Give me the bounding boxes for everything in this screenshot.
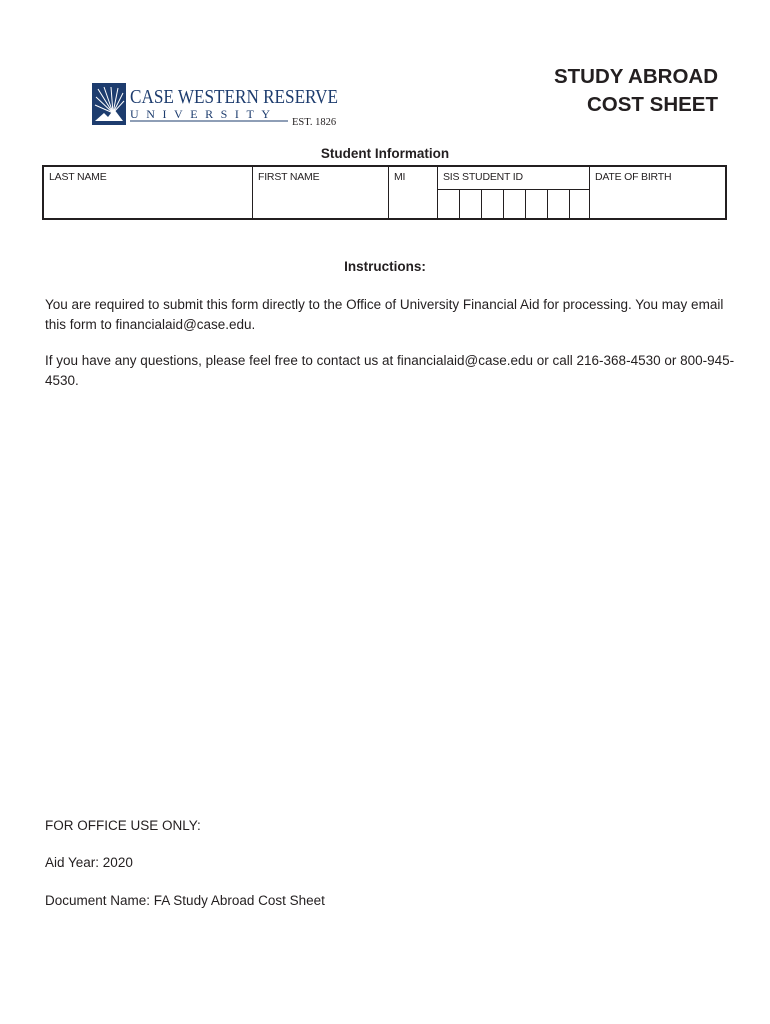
id-digit-box[interactable] bbox=[525, 190, 548, 218]
first-name-field[interactable] bbox=[253, 167, 389, 218]
sunburst-seal-icon bbox=[92, 83, 126, 125]
student-info-table bbox=[42, 165, 727, 220]
title-line-2: COST SHEET bbox=[587, 93, 718, 116]
form-title bbox=[554, 63, 718, 119]
office-use-label: FOR OFFICE USE ONLY: bbox=[45, 818, 201, 833]
document-name: Document Name: FA Study Abroad Cost Sheet bbox=[45, 893, 325, 908]
logo-established: EST. 1826 bbox=[292, 117, 337, 128]
id-digit-box[interactable] bbox=[569, 190, 589, 218]
last-name-label: LAST NAME bbox=[49, 171, 107, 183]
university-logo bbox=[92, 83, 342, 129]
sis-student-id-field bbox=[438, 167, 590, 218]
instructions-paragraph-1: You are required to submit this form directly to the Office of University Financial Aid for processing. You may email this form to financialaid@case.edu. bbox=[45, 297, 724, 332]
aid-year: Aid Year: 2020 bbox=[45, 855, 133, 870]
mi-label: MI bbox=[394, 171, 406, 183]
instructions-heading: Instructions: bbox=[344, 259, 426, 274]
logo-name-line: CASE WESTERN RESERVE bbox=[130, 87, 338, 108]
id-digit-box[interactable] bbox=[547, 190, 570, 218]
first-name-label: FIRST NAME bbox=[258, 171, 320, 183]
last-name-field[interactable] bbox=[44, 167, 253, 218]
id-digit-box[interactable] bbox=[503, 190, 526, 218]
sis-student-id-label: SIS STUDENT ID bbox=[443, 171, 523, 183]
id-digit-box[interactable] bbox=[481, 190, 504, 218]
instructions-paragraph-2: If you have any questions, please feel free to contact us at financialaid@case.edu or call 216-368-4530 or 800-945-4530. bbox=[45, 353, 735, 388]
date-of-birth-field[interactable] bbox=[590, 167, 725, 218]
student-info-heading: Student Information bbox=[320, 146, 450, 161]
id-digit-boxes bbox=[438, 189, 589, 218]
logo-university: UNIVERSITY bbox=[130, 107, 270, 121]
id-digit-box[interactable] bbox=[459, 190, 482, 218]
title-line-1: STUDY ABROAD bbox=[553, 65, 718, 88]
date-of-birth-label: DATE OF BIRTH bbox=[595, 171, 672, 183]
id-digit-box[interactable] bbox=[438, 190, 460, 218]
mi-field[interactable] bbox=[389, 167, 438, 218]
